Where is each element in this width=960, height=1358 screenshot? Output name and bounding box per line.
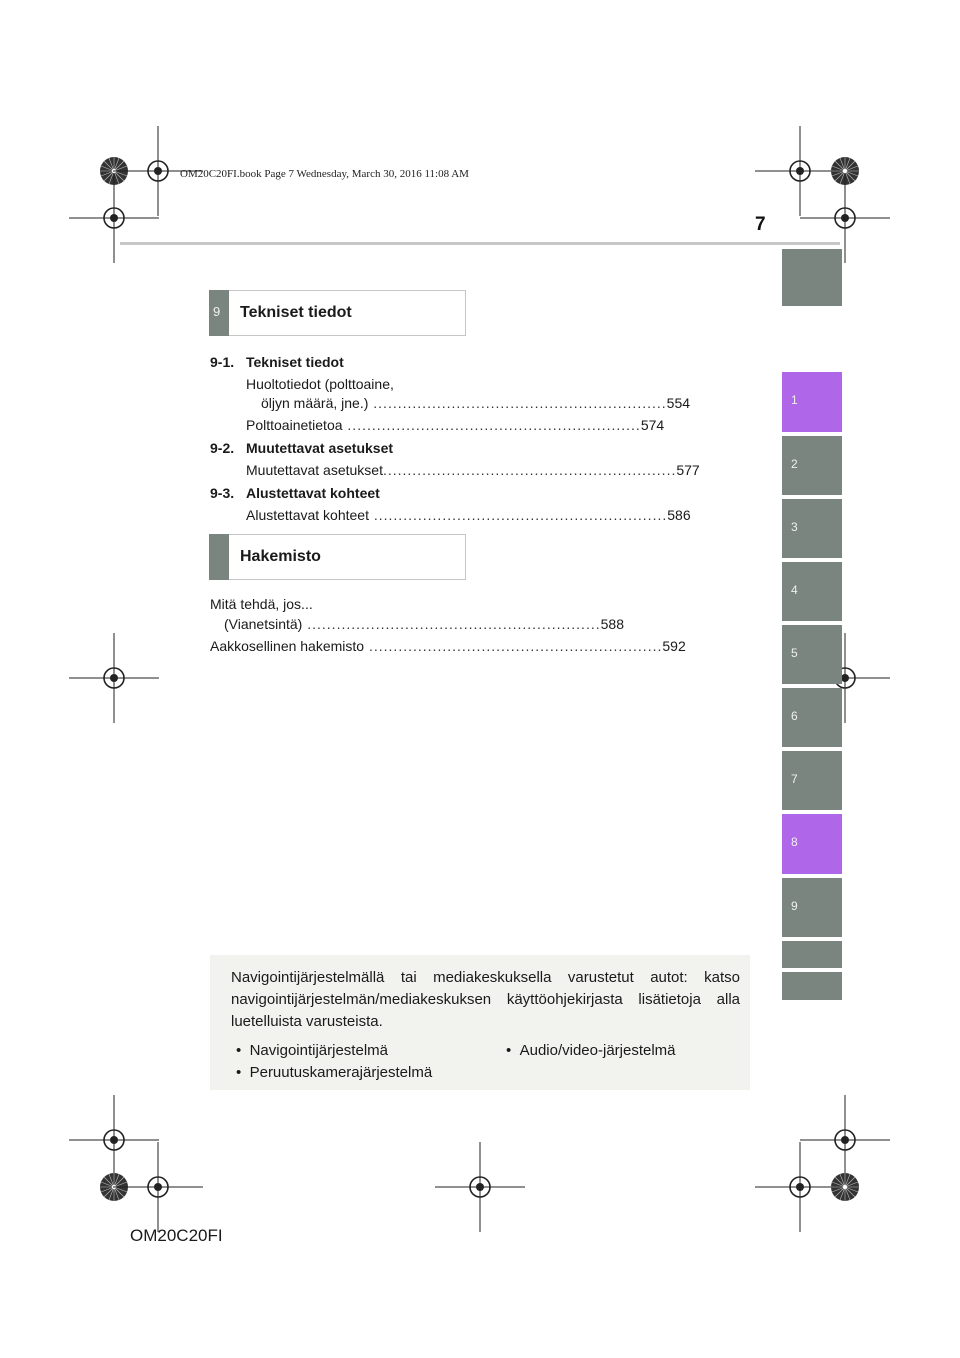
section-number-tab bbox=[209, 534, 229, 580]
chapter-tab-blank-b[interactable] bbox=[782, 972, 842, 1000]
toc-entry[interactable]: Alustettavat kohteet ............................................................ 586 bbox=[246, 507, 691, 523]
toc-entry[interactable]: öljyn määrä, jne.) ............................................................ 554 bbox=[261, 395, 691, 411]
toc-section-title[interactable]: Alustettavat kohteet bbox=[246, 485, 380, 501]
toc-entry-line[interactable]: Huoltotiedot (polttoaine, bbox=[246, 376, 394, 392]
toc-section-title[interactable]: Muutettavat asetukset bbox=[246, 440, 394, 456]
reg-mark-mid-left-cross bbox=[69, 633, 159, 723]
toc-entry-line[interactable]: Mitä tehdä, jos... bbox=[210, 596, 313, 612]
leader-dots: ............................................................ bbox=[368, 395, 667, 411]
leader-dots: ............................................................ bbox=[368, 507, 668, 523]
section-heading-tekniset-tiedot bbox=[209, 290, 466, 336]
leader-dots: ............................................................ bbox=[302, 616, 601, 632]
reg-mark-bottom-left-cross bbox=[113, 1142, 203, 1232]
chapter-tab-9[interactable]: 9 bbox=[782, 878, 842, 937]
page-ref: 554 bbox=[666, 395, 691, 411]
reg-mark-bottom-right-star bbox=[831, 1173, 859, 1201]
header-rule bbox=[120, 242, 840, 245]
leader-dots: ............................................................ bbox=[382, 462, 677, 478]
toc-section-number: 9-2. bbox=[210, 440, 235, 456]
toc-section-number: 9-3. bbox=[210, 485, 235, 501]
reg-mark-bottom-center-cross bbox=[435, 1142, 525, 1232]
page-ref: 586 bbox=[667, 507, 691, 523]
info-text: Navigointijärjestelmällä tai mediakeskuksella varustetut autot: katso navigointijärjestelmän/mediakeskuksen käyttöohjekirjasta lisätietoja alla luetelluista varusteista. bbox=[231, 969, 740, 1030]
chapter-tab-6[interactable]: 6 bbox=[782, 688, 842, 747]
chapter-tab-8[interactable]: 8 bbox=[782, 814, 842, 874]
bullet-item: • Peruutuskamerajärjestelmä bbox=[236, 1064, 433, 1081]
leader-dots: ............................................................ bbox=[364, 638, 663, 654]
chapter-tab-4[interactable]: 4 bbox=[782, 562, 842, 621]
bullet-item: • Navigointijärjestelmä bbox=[236, 1042, 388, 1059]
book-header-line: OM20C20FI.book Page 7 Wednesday, March 30, 2016 11:08 AM bbox=[180, 168, 469, 180]
section-number-tab: 9 bbox=[209, 290, 229, 336]
chapter-tab-1[interactable]: 1 bbox=[782, 372, 842, 432]
toc-entry[interactable]: (Vianetsintä) ............................................................ 588 bbox=[224, 616, 624, 632]
chapter-tab-7[interactable]: 7 bbox=[782, 751, 842, 810]
bullet-item: • Audio/video-järjestelmä bbox=[506, 1042, 676, 1059]
section-title: Hakemisto bbox=[240, 548, 321, 565]
section-title: Tekniset tiedot bbox=[240, 304, 352, 321]
chapter-tab-blank-top[interactable] bbox=[782, 249, 842, 306]
chapter-tab-blank-a[interactable] bbox=[782, 941, 842, 968]
navigation-info-box bbox=[210, 955, 750, 1090]
chapter-tab-3[interactable]: 3 bbox=[782, 499, 842, 558]
reg-mark-lower-right-cross bbox=[800, 1095, 890, 1185]
page-ref: 592 bbox=[662, 638, 686, 654]
section-heading-hakemisto bbox=[209, 534, 466, 580]
manual-code: OM20C20FI bbox=[130, 1226, 223, 1245]
toc-section-number: 9-1. bbox=[210, 354, 235, 370]
reg-mark-lower-left-cross bbox=[69, 1095, 159, 1185]
toc-entry[interactable]: Polttoainetietoa ............................................................ 574 bbox=[246, 417, 665, 433]
page-ref: 574 bbox=[640, 417, 665, 433]
page-number: 7 bbox=[755, 214, 766, 235]
toc-entry[interactable]: Muutettavat asetukset ............................................................ 577 bbox=[246, 462, 700, 478]
page-ref: 577 bbox=[676, 462, 700, 478]
page-ref: 588 bbox=[600, 616, 624, 632]
chapter-tab-5[interactable]: 5 bbox=[782, 625, 842, 684]
leader-dots: ............................................................ bbox=[342, 417, 641, 433]
toc-entry[interactable]: Aakkosellinen hakemisto ............................................................ 592 bbox=[210, 638, 686, 654]
reg-mark-upper-left-cross bbox=[69, 173, 159, 263]
chapter-tab-2[interactable]: 2 bbox=[782, 436, 842, 495]
toc-section-title[interactable]: Tekniset tiedot bbox=[246, 354, 344, 370]
